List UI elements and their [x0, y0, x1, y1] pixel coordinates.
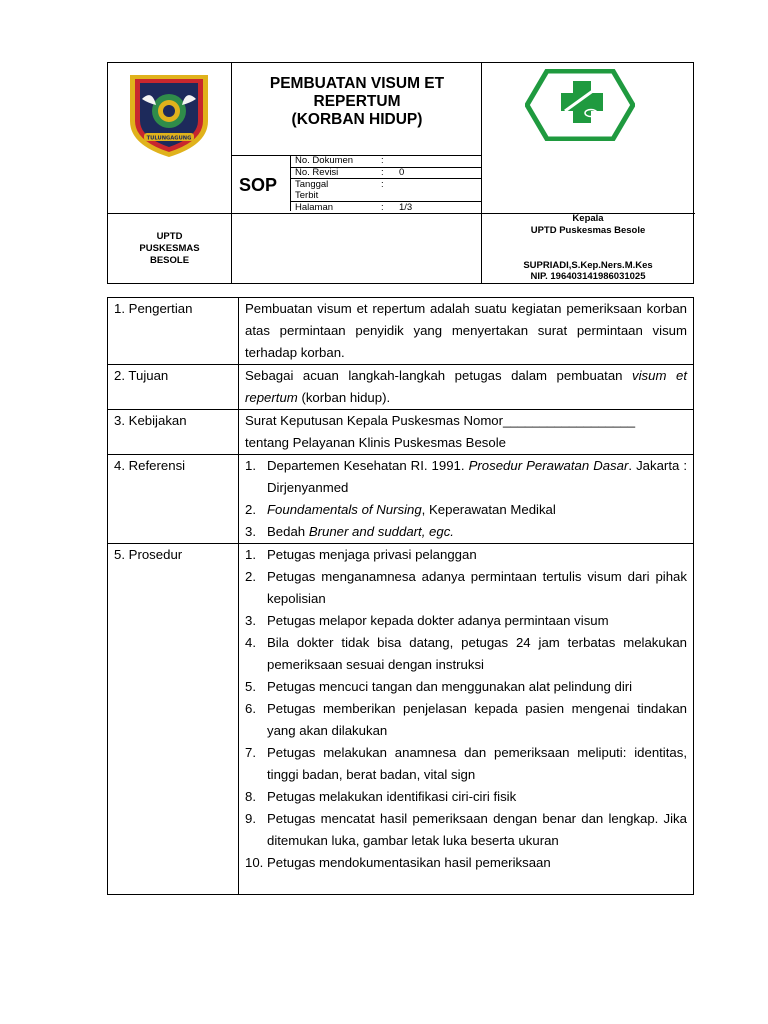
list-number: 2.	[245, 569, 256, 584]
list-item	[245, 808, 687, 852]
text-span-italic: visum et repertum	[245, 368, 687, 405]
signer-block	[481, 260, 695, 282]
list-item	[245, 566, 687, 610]
meta-value: 1/3	[399, 202, 413, 213]
title-line: (KORBAN HIDUP)	[291, 111, 423, 128]
section-content	[239, 455, 694, 544]
section-label: 5. Prosedur	[108, 544, 239, 895]
section-content	[239, 365, 694, 410]
list-number: 8.	[245, 789, 256, 804]
uptd-line: PUSKESMAS	[139, 243, 200, 254]
list-text: Petugas mencatat hasil pemeriksaan dengan benar dan lengkap. Jika ditemukan luka, gambar letak luka beserta ukuran	[267, 811, 687, 848]
divider	[231, 155, 481, 156]
text-span-italic: Foundamentals of Nursing	[267, 502, 422, 517]
list-number: 3.	[245, 524, 256, 539]
meta-key: No. Dokumen	[295, 155, 354, 166]
kepala-line: Kepala	[572, 213, 604, 224]
list-text: Petugas mendokumentasikan hasil pemeriksaan	[267, 855, 551, 870]
text-span: (korban hidup).	[297, 390, 391, 405]
section-label: 3. Kebijakan	[108, 410, 239, 455]
meta-key: Tanggal	[295, 179, 329, 190]
text-span: Bedah	[267, 524, 309, 539]
meta-colon: :	[381, 155, 384, 166]
text-span: Departemen Kesehatan RI. 1991.	[267, 458, 469, 473]
list-item	[245, 521, 687, 543]
list-number: 2.	[245, 502, 256, 517]
list-text: Petugas menganamnesa adanya permintaan tertulis visum dari pihak kepolisian	[267, 569, 687, 606]
section-content	[239, 544, 694, 895]
text-span-italic: Bruner and suddart, egc.	[308, 524, 454, 539]
title-line: PEMBUATAN VISUM ET	[269, 75, 445, 92]
puskesmas-logo	[525, 69, 635, 141]
list-text: Petugas melapor kepada dokter adanya permintaan visum	[267, 613, 609, 628]
list-number: 6.	[245, 701, 256, 716]
list-item	[245, 544, 687, 566]
signer-name: SUPRIADI,S.Kep.Ners.M.Kes	[523, 260, 653, 271]
text-span-italic: Prosedur Perawatan Dasar	[468, 458, 629, 473]
regency-crest-logo	[126, 69, 212, 159]
sop-title	[233, 75, 481, 129]
kebijakan-line: tentang Pelayanan Klinis Puskesmas Besole	[245, 435, 506, 450]
referensi-list	[245, 455, 687, 543]
list-item	[245, 499, 687, 521]
text-span: , Keperawatan Medikal	[421, 502, 556, 517]
kepala-line: UPTD Puskesmas Besole	[530, 225, 646, 236]
divider	[231, 63, 232, 283]
kepala-title	[481, 213, 695, 237]
meta-key: Terbit	[295, 190, 319, 201]
section-content	[239, 298, 694, 365]
list-item	[245, 455, 687, 499]
meta-key: Halaman	[295, 202, 334, 213]
meta-value: 0	[399, 167, 405, 178]
list-item	[245, 632, 687, 676]
list-number: 5.	[245, 679, 256, 694]
list-number: 9.	[245, 811, 256, 826]
list-number: 10.	[245, 855, 264, 870]
list-text: Petugas memberikan penjelasan kepada pasien mengenai tindakan yang akan dilakukan	[267, 701, 687, 738]
list-item	[245, 742, 687, 786]
list-number: 7.	[245, 745, 256, 760]
section-content	[239, 410, 694, 455]
list-text: Petugas melakukan anamnesa dan pemeriksaan meliputi: identitas, tinggi badan, berat badan, vital sign	[267, 745, 687, 782]
list-text: Petugas melakukan identifikasi ciri-ciri fisik	[267, 789, 517, 804]
sop-label: SOP	[239, 175, 278, 195]
uptd-name	[108, 231, 231, 267]
pengertian-text: Pembuatan visum et repertum adalah suatu kegiatan pemeriksaan korban atas permintaan penyidik yang menyertakan surat permintaan visum terhadap korban.	[245, 301, 687, 360]
section-label: 1. Pengertian	[108, 298, 239, 365]
list-text: Bila dokter tidak bisa datang, petugas 24 jam terbatas melakukan pemeriksaan sesuai dengan instruksi	[267, 635, 687, 672]
prosedur-list	[245, 544, 687, 874]
meta-key: No. Revisi	[295, 167, 339, 178]
sop-content-table	[107, 297, 694, 895]
section-label: 4. Referensi	[108, 455, 239, 544]
text-span: Sebagai acuan langkah-langkah petugas dalam pembuatan	[245, 368, 633, 383]
table-row	[108, 455, 694, 544]
text-span: . Jakarta : Dirjenyanmed	[267, 458, 688, 495]
meta-colon: :	[381, 179, 384, 190]
list-number: 4.	[245, 635, 256, 650]
kebijakan-line: Surat Keputusan Kepala Puskesmas Nomor__________________	[245, 413, 636, 428]
meta-colon: :	[381, 167, 384, 178]
list-number: 3.	[245, 613, 256, 628]
table-row	[108, 544, 694, 895]
table-row	[108, 298, 694, 365]
list-item	[245, 852, 687, 874]
table-row	[108, 410, 694, 455]
title-line: REPERTUM	[313, 93, 401, 110]
uptd-line: UPTD	[156, 231, 183, 242]
uptd-line: BESOLE	[149, 255, 190, 266]
crest-ribbon-text: TULUNGAGUNG	[146, 135, 192, 142]
list-item	[245, 610, 687, 632]
list-item	[245, 698, 687, 742]
divider	[481, 63, 482, 283]
sop-header	[107, 62, 694, 284]
list-item	[245, 676, 687, 698]
signer-nip: NIP. 196403141986031025	[530, 271, 646, 282]
divider	[290, 155, 291, 211]
list-item	[245, 786, 687, 808]
list-number: 1.	[245, 458, 256, 473]
meta-colon: :	[381, 202, 384, 213]
list-number: 1.	[245, 547, 256, 562]
list-text: Petugas menjaga privasi pelanggan	[267, 547, 477, 562]
section-label: 2. Tujuan	[108, 365, 239, 410]
list-text: Petugas mencuci tangan dan menggunakan alat pelindung diri	[267, 679, 633, 694]
tujuan-text	[245, 365, 687, 409]
table-row	[108, 365, 694, 410]
